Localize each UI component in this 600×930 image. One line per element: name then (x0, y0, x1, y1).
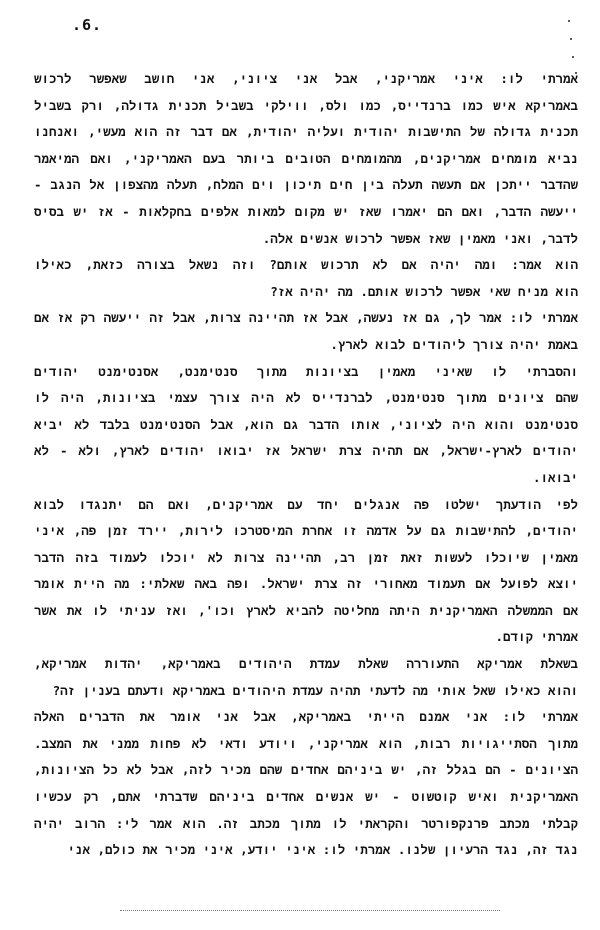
text-line: אמרתי לו: אני אמנם הייתי באמריקא, אבל אני אומר את הדברים האלה (34, 709, 578, 725)
text-line: הוא אמר: ומה יהיה אם לא תרכוש אותם? וזה נשאל בצורה כזאת, כאילו (34, 257, 578, 273)
paragraph (34, 492, 578, 652)
footer-rule (120, 910, 500, 911)
text-line: נביא מומחים אמריקנים, מהמומחים הטובים ביותר בעם האמריקני, ואם המיאמר (34, 150, 578, 166)
text-line: יהודים לארץ-ישראל, אם תהיה צרת ישראל אז יבואו יהודים לארץ, ולא - לא (34, 443, 578, 459)
text-line: והוא כאילו שאל אותי מה לדעתי תהיה עמדת היהודים באמריקא ודעתם בענין זה? (52, 682, 578, 698)
text-line: נגד זה, נגד הרעיון שלנו. אמרתי לו: איני יודע, איני מכיר את כולם, אני (67, 842, 578, 858)
text-line: קבלתי מכתב פרנקפורטר והקראתי לו מתוך מכתב זה. הוא אמר לי: הרוב יהיה (34, 815, 578, 831)
text-line: האמריקנית ואיש קוטשוט - יש אנשים אחדים ביניהם שדברתי אתם, רק עכשיו (34, 789, 578, 805)
text-line: אמרתי לו: איני אמריקני, אבל אני ציוני, אני חושב שאפשר לרכוש (34, 71, 578, 86)
text-line: והסברתי לו שאיני מאמין בציונות מתוך סנטימנט, אסנטימנט יהודים (34, 363, 578, 379)
text-line: שהם ציונים מתוך סנטימנט, לברנדייס לא היה צורך עצמי בציונות, היה לו (34, 390, 578, 406)
text-line: אמרתי קודם. (495, 629, 578, 645)
text-line: אמרתי לו: אמר לך, גם אז נעשה, אבל אז תהיינה צרות, אבל זה ייעשה רק אז אם (34, 310, 578, 326)
text-line: בשאלת אמריקא התעוררה שאלת עמדת היהודים באמריקא, יהדות אמריקא, (34, 656, 578, 672)
text-line: מאמין שיוכלו לעשות זאת זמן רב, תהיינה צרות לא יוכלו לעמוד בזה הדבר (34, 549, 578, 565)
text-line: יהודים, להתישבות גם על אדמה זו אחרת המיסטרכו לירות, יירד זמן פה, איני (34, 523, 578, 539)
paragraph (34, 651, 578, 704)
text-line: מתוך הסתייגויות רבות, הוא אמריקני, ויודע ודאי לא פחות ממני את המצב. (34, 735, 578, 751)
paragraph (34, 305, 578, 358)
text-line: יבואו. (532, 469, 578, 485)
paragraph (34, 252, 578, 305)
text-line: באמריקא איש כמו ברנדייס, כמו ולס, ווילקי בשביל תכנית גדולה, ורק בשביל (34, 97, 578, 113)
paragraph (34, 704, 578, 864)
paragraph (34, 66, 578, 252)
document-body (34, 66, 578, 864)
text-line: סנטימנט והוא היה לציוני, אותו הדבר גם הוא, אבל הסנטימנט בלבד לא יביא (34, 416, 578, 432)
text-line: יוצא לפועל אם תעמוד מאחורי זה צרת ישראל. ופה באה שאלתי: מה היית אומר (34, 576, 578, 592)
text-line: באמת יהיה צורך ליהודים לבוא לארץ. (330, 336, 578, 352)
text-line: הציונים - הם בגלל זה, יש ביניהם אחדים שהם מכיר לזה, אבל לא כל הציונות, (34, 762, 578, 778)
paragraph (34, 359, 578, 492)
text-line: ייעשה הדבר, ואם הם יאמרו שאז יש מקום למאות אלפים בחקלאות - אז יש בסיס (34, 203, 578, 219)
text-line: לפי הודעתך ישלטו פה אנגלים יחד עם אמריקנים, ואם הם יתנגדו לבוא (34, 496, 578, 512)
text-line: שהדבר ייתכן אם תעשה תעלה בין חים תיכון וים המלח, תעלה מהצפון אל הנגב - (34, 177, 578, 193)
text-line: אם הממשלה האמריקנית היתה מחליטה להביא לארץ וכו', ואז עניתי לו את אשר (34, 602, 578, 618)
text-line: תכנית גדולה של התישבות יהודית ועליה יהודית, אם דבר זה הוא מעשי, ואנחנו (34, 124, 578, 140)
text-line: לדבר, ואני מאמין שאז אפשר לרכוש אנשים אלה. (262, 230, 578, 246)
text-line: הוא מניח שאי אפשר לרכוש אותם. מה יהיה אז? (270, 283, 578, 299)
page-number: .6. (72, 16, 103, 34)
